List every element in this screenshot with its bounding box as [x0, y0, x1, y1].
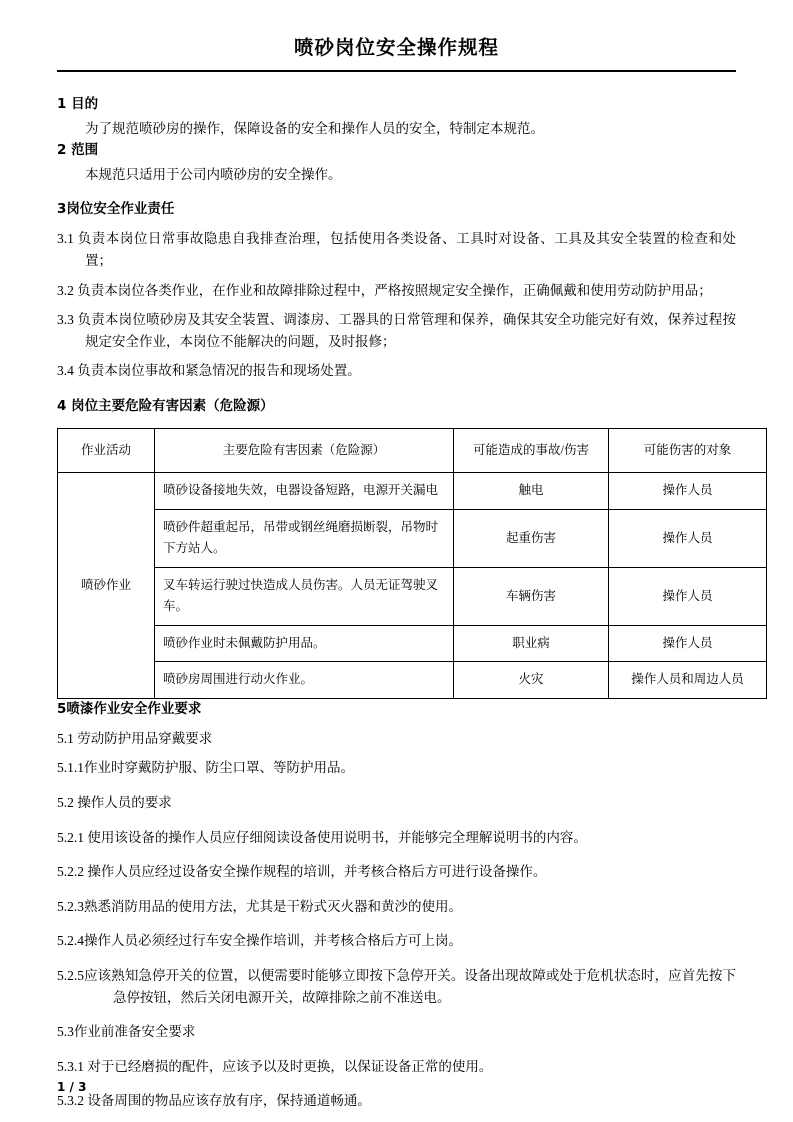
section-2-body: 本规范只适用于公司内喷砂房的安全操作。	[85, 166, 342, 182]
section-5-2-item-4: 5.2.4操作人员必须经过行车安全操作培训，并考核合格后方可上岗。	[57, 933, 462, 949]
table-row	[58, 567, 767, 625]
section-5-1-item-1: 5.1.1作业时穿戴防护服、防尘口罩、等防护用品。	[57, 760, 354, 776]
title-divider	[57, 70, 736, 72]
table-cell-hazard: 喷砂作业时未佩戴防护用品。	[155, 625, 454, 662]
table-header-target: 可能伤害的对象	[609, 428, 767, 473]
table-header-activity: 作业活动	[58, 428, 155, 473]
section-5-3-item-1: 5.3.1 对于已经磨损的配件，应该予以及时更换，以保证设备正常的使用。	[57, 1058, 493, 1074]
table-cell-target: 操作人员	[609, 625, 767, 662]
table-cell-hazard: 喷砂房周围进行动火作业。	[155, 662, 454, 699]
hazard-table-wrapper	[57, 428, 744, 699]
table-cell-target: 操作人员	[609, 567, 767, 625]
section-5-2-item-1: 5.2.1 使用该设备的操作人员应仔细阅读设备使用说明书，并能够完全理解说明书的内容。	[57, 829, 587, 845]
table-cell-activity: 喷砂作业	[58, 473, 155, 699]
table-cell-accident: 起重伤害	[454, 509, 609, 567]
section-1-heading: 1 目的	[57, 96, 99, 113]
section-3-item-2: 3.2 负责本岗位各类作业，在作业和故障排除过程中，严格按照规定安全操作，正确佩戴和使用劳动防护用品；	[57, 282, 712, 298]
table-header-accident: 可能造成的事故/伤害	[454, 428, 609, 473]
section-3-item-1: 3.1 负责本岗位日常事故隐患自我排查治理，包括使用各类设备、工具时对设备、工具及其安全装置的检查和处置；	[57, 231, 736, 268]
table-cell-accident: 车辆伤害	[454, 567, 609, 625]
table-cell-accident: 触电	[454, 473, 609, 510]
table-cell-hazard: 叉车转运行驶过快造成人员伤害。人员无证驾驶叉车。	[155, 567, 454, 625]
section-3-item-3: 3.3 负责本岗位喷砂房及其安全装置、调漆房、工器具的日常管理和保养，确保其安全功能完好有效，保养过程按规定安全作业，本岗位不能解决的问题，及时报修；	[57, 312, 736, 349]
section-4-heading: 4 岗位主要危险有害因素（危险源）	[57, 397, 274, 414]
table-row	[58, 662, 767, 699]
section-3-heading: 3岗位安全作业责任	[57, 201, 175, 218]
section-5-2-heading: 5.2 操作人员的要求	[57, 794, 172, 810]
section-5-heading: 5喷漆作业安全作业要求	[57, 700, 202, 717]
section-5-3-heading: 5.3作业前准备安全要求	[57, 1024, 196, 1040]
table-cell-accident: 火灾	[454, 662, 609, 699]
table-header-row	[58, 428, 767, 473]
section-2-heading: 2 范围	[57, 141, 99, 158]
table-cell-target: 操作人员和周边人员	[609, 662, 767, 699]
table-cell-target: 操作人员	[609, 509, 767, 567]
section-1-body: 为了规范喷砂房的操作，保障设备的安全和操作人员的安全，特制定本规范。	[85, 121, 544, 137]
hazard-table	[57, 428, 767, 699]
section-5-2-item-5: 5.2.5应该熟知急停开关的位置，以便需要时能够立即按下急停开关。设备出现故障或处于危机状态时，应首先按下急停按钮，然后关闭电源开关，故障排除之前不准送电。	[57, 967, 736, 1005]
section-3-item-4: 3.4 负责本岗位事故和紧急情况的报告和现场处置。	[57, 363, 361, 379]
section-5-3-item-2: 5.3.2 设备周围的物品应该存放有序，保持通道畅通。	[57, 1093, 371, 1109]
table-row	[58, 509, 767, 567]
table-cell-hazard: 喷砂件超重起吊，吊带或钢丝绳磨损断裂，吊物时下方站人。	[155, 509, 454, 567]
table-cell-accident: 职业病	[454, 625, 609, 662]
table-header-hazard: 主要危险有害因素（危险源）	[155, 428, 454, 473]
table-cell-hazard: 喷砂设备接地失效，电器设备短路，电源开关漏电	[155, 473, 454, 510]
section-5-2-item-2: 5.2.2 操作人员应经过设备安全操作规程的培训，并考核合格后方可进行设备操作。	[57, 864, 547, 880]
table-cell-target: 操作人员	[609, 473, 767, 510]
page-title: 喷砂岗位安全操作规程	[293, 36, 499, 59]
table-row	[58, 473, 767, 510]
page-number-footer: 1 / 3	[57, 1080, 87, 1094]
table-row	[58, 625, 767, 662]
section-5-1-heading: 5.1 劳动防护用品穿戴要求	[57, 730, 213, 746]
section-5-2-item-3: 5.2.3熟悉消防用品的使用方法，尤其是干粉式灭火器和黄沙的使用。	[57, 898, 462, 914]
